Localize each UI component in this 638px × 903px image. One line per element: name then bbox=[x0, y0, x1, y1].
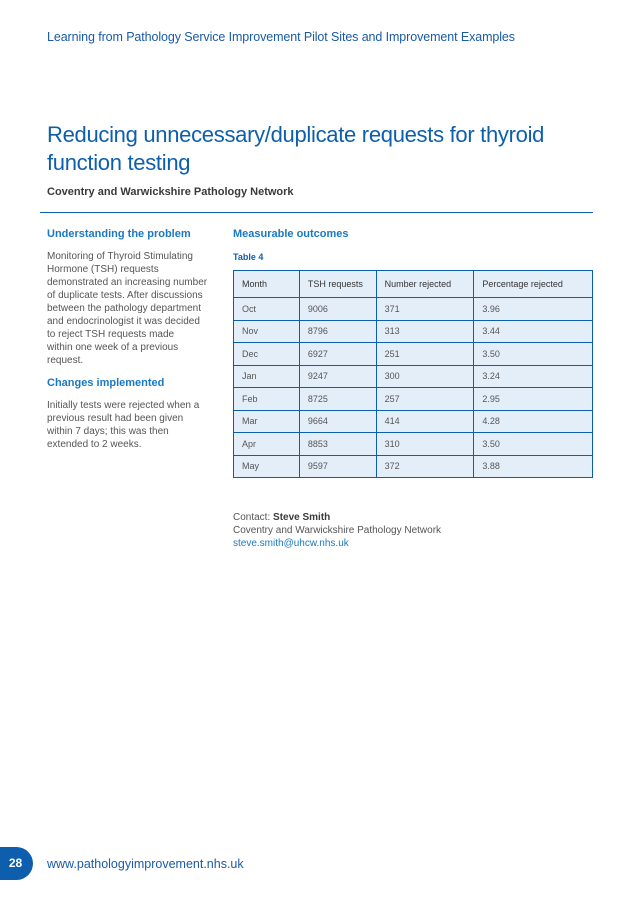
outcomes-table bbox=[233, 270, 593, 478]
page-subtitle: Coventry and Warwickshire Pathology Network bbox=[47, 186, 294, 198]
contact-organisation: Coventry and Warwickshire Pathology Network bbox=[233, 525, 442, 536]
cell-number-rejected: 414 bbox=[376, 410, 474, 433]
changes-text: Initially tests were rejected when a previous result had been given within 7 days; this was then extended to 2 weeks. bbox=[47, 400, 200, 450]
cell-number-rejected: 251 bbox=[376, 343, 474, 366]
table-row bbox=[234, 298, 593, 321]
title-divider bbox=[40, 212, 593, 213]
cell-month: Mar bbox=[234, 410, 300, 433]
understanding-text: Monitoring of Thyroid Stimulating Hormone (TSH) requests demonstrated an increasing number of duplicate tests. After discussions between the pathology department and endocrinologist it was decided to reject TSH requests made within one week of a previous request. bbox=[47, 251, 208, 366]
footer-url-link[interactable]: www.pathologyimprovement.nhs.uk bbox=[47, 857, 244, 871]
column-header-number-rejected: Number rejected bbox=[376, 271, 474, 298]
cell-month: Dec bbox=[234, 343, 300, 366]
changes-heading: Changes implemented bbox=[47, 377, 165, 389]
cell-month: May bbox=[234, 455, 300, 478]
table-row bbox=[234, 410, 593, 433]
contact-email-link[interactable]: steve.smith@uhcw.nhs.uk bbox=[233, 538, 349, 549]
cell-month: Jan bbox=[234, 365, 300, 388]
cell-tsh-requests: 8725 bbox=[299, 388, 376, 411]
table-row bbox=[234, 365, 593, 388]
cell-number-rejected: 371 bbox=[376, 298, 474, 321]
cell-tsh-requests: 9664 bbox=[299, 410, 376, 433]
cell-tsh-requests: 9597 bbox=[299, 455, 376, 478]
outcomes-heading: Measurable outcomes bbox=[233, 228, 349, 240]
contact-line bbox=[233, 511, 441, 524]
cell-tsh-requests: 9006 bbox=[299, 298, 376, 321]
cell-percentage-rejected: 3.50 bbox=[474, 343, 593, 366]
cell-tsh-requests: 6927 bbox=[299, 343, 376, 366]
cell-percentage-rejected: 2.95 bbox=[474, 388, 593, 411]
cell-number-rejected: 300 bbox=[376, 365, 474, 388]
cell-month: Feb bbox=[234, 388, 300, 411]
page-number-badge: 28 bbox=[0, 847, 33, 880]
running-header: Learning from Pathology Service Improvement Pilot Sites and Improvement Examples bbox=[47, 30, 515, 44]
table-row bbox=[234, 388, 593, 411]
cell-percentage-rejected: 3.88 bbox=[474, 455, 593, 478]
cell-tsh-requests: 8796 bbox=[299, 320, 376, 343]
cell-tsh-requests: 8853 bbox=[299, 433, 376, 456]
page-title: Reducing unnecessary/duplicate requests for thyroid function testing bbox=[47, 122, 545, 175]
cell-number-rejected: 313 bbox=[376, 320, 474, 343]
table-caption: Table 4 bbox=[233, 252, 264, 262]
table-header-row bbox=[234, 271, 593, 298]
cell-percentage-rejected: 3.44 bbox=[474, 320, 593, 343]
understanding-heading: Understanding the problem bbox=[47, 228, 191, 240]
contact-label: Contact: bbox=[233, 512, 274, 523]
cell-percentage-rejected: 4.28 bbox=[474, 410, 593, 433]
cell-month: Apr bbox=[234, 433, 300, 456]
cell-number-rejected: 372 bbox=[376, 455, 474, 478]
cell-number-rejected: 257 bbox=[376, 388, 474, 411]
cell-percentage-rejected: 3.96 bbox=[474, 298, 593, 321]
table-row bbox=[234, 433, 593, 456]
table-row bbox=[234, 343, 593, 366]
column-header-month: Month bbox=[234, 271, 300, 298]
cell-percentage-rejected: 3.50 bbox=[474, 433, 593, 456]
cell-month: Oct bbox=[234, 298, 300, 321]
table-row bbox=[234, 320, 593, 343]
contact-block bbox=[233, 511, 441, 550]
cell-tsh-requests: 9247 bbox=[299, 365, 376, 388]
column-header-tsh-requests: TSH requests bbox=[299, 271, 376, 298]
cell-percentage-rejected: 3.24 bbox=[474, 365, 593, 388]
table-row bbox=[234, 455, 593, 478]
cell-month: Nov bbox=[234, 320, 300, 343]
cell-number-rejected: 310 bbox=[376, 433, 474, 456]
contact-name: Steve Smith bbox=[273, 512, 331, 523]
column-header-percentage-rejected: Percentage rejected bbox=[474, 271, 593, 298]
